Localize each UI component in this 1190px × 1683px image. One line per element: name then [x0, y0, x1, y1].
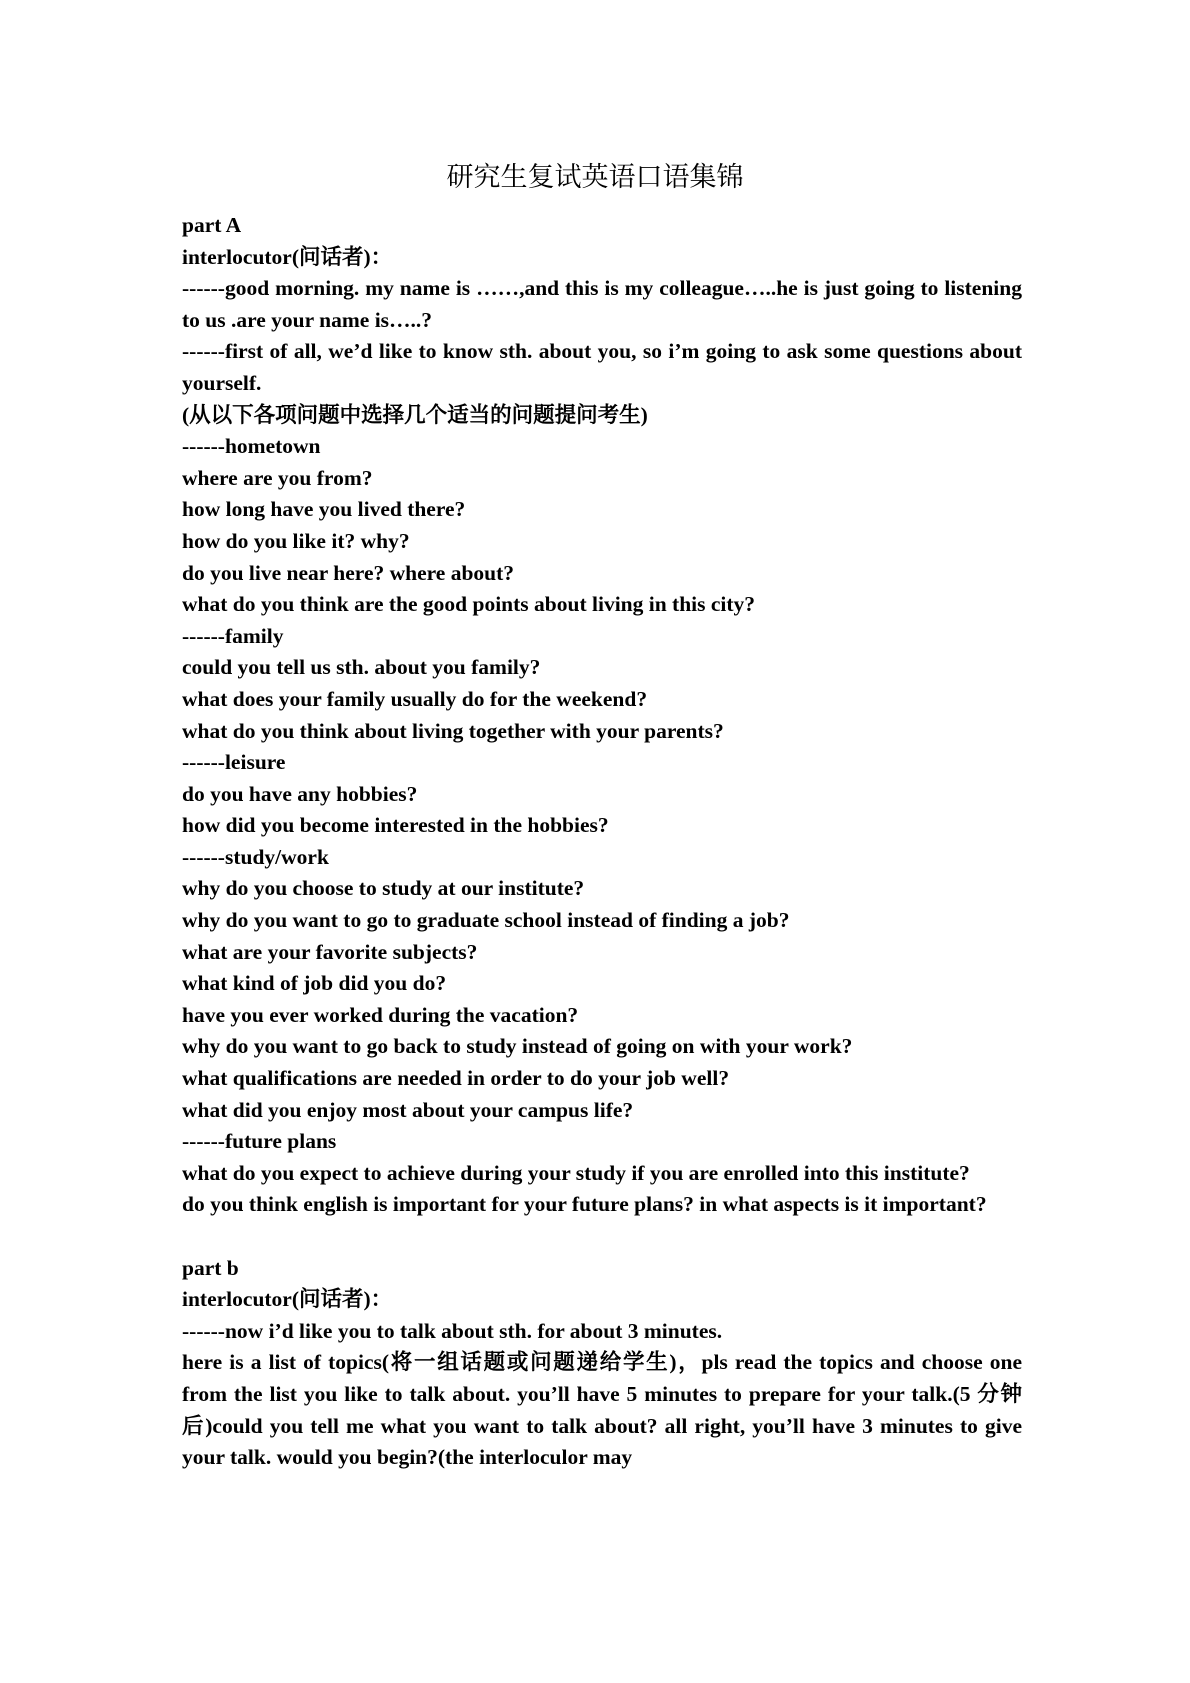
- paragraph: interlocutor(问话者)：: [182, 244, 393, 269]
- paragraph: what are your favorite subjects?: [182, 939, 478, 964]
- paragraph: do you think english is important for your future plans? in what aspects is it important?: [182, 1192, 987, 1217]
- paragraph: what do you think about living together with your parents?: [182, 718, 724, 743]
- paragraph: what kind of job did you do?: [182, 971, 447, 996]
- paragraph: ------future plans: [182, 1129, 337, 1154]
- section-heading: part A: [182, 213, 242, 237]
- paragraph: ------study/work: [182, 844, 329, 869]
- paragraph: ------hometown: [182, 434, 321, 459]
- document-title: 研究生复试英语口语集锦: [446, 162, 744, 192]
- paragraph: could you tell us sth. about you family?: [182, 655, 541, 680]
- paragraph: ------first of all, we’d like to know sth. about you, so i’m going to ask some questions about yourself.: [182, 339, 1022, 395]
- paragraph: where are you from?: [182, 465, 373, 490]
- paragraph: why do you choose to study at our institute?: [182, 876, 585, 901]
- paragraph: ------leisure: [182, 750, 286, 775]
- paragraph: interlocutor(问话者)：: [182, 1287, 393, 1312]
- paragraph: why do you want to go back to study instead of going on with your work?: [182, 1034, 853, 1059]
- paragraph: what does your family usually do for the weekend?: [182, 686, 648, 711]
- paragraph: here is a list of topics(将一组话题或问题递给学生)，pls read the topics and choose one from the list you like to talk about. you’ll have 5 minutes to prepare for your talk.(5 分钟后)could you tell me what you want to talk about? all right, you’ll have 3 minutes to give your talk. would you begin?(the interloculor may: [182, 1350, 1022, 1470]
- paragraph: how do you like it? why?: [182, 528, 410, 553]
- document-body: [182, 210, 1022, 1474]
- paragraph: why do you want to go to graduate school instead of finding a job?: [182, 908, 790, 933]
- paragraph: do you have any hobbies?: [182, 781, 418, 806]
- paragraph: have you ever worked during the vacation?: [182, 1002, 579, 1027]
- section-heading: part b: [182, 1255, 239, 1280]
- paragraph: ------family: [182, 623, 284, 648]
- paragraph: what qualifications are needed in order to do your job well?: [182, 1066, 730, 1091]
- blank-line: [182, 1221, 1022, 1253]
- paragraph: ------now i’d like you to talk about sth. for about 3 minutes.: [182, 1318, 723, 1343]
- paragraph: do you live near here? where about?: [182, 560, 515, 585]
- paragraph: ------good morning. my name is ……,and this is my colleague…..he is just going to listening to us .are your name is…..?: [182, 276, 1022, 332]
- paragraph: what do you think are the good points about living in this city?: [182, 592, 756, 617]
- paragraph: how long have you lived there?: [182, 497, 466, 522]
- paragraph: how did you become interested in the hobbies?: [182, 813, 609, 838]
- paragraph: (从以下各项问题中选择几个适当的问题提问考生): [182, 402, 648, 427]
- paragraph: what do you expect to achieve during your study if you are enrolled into this institute?: [182, 1160, 970, 1185]
- paragraph: what did you enjoy most about your campus life?: [182, 1097, 634, 1122]
